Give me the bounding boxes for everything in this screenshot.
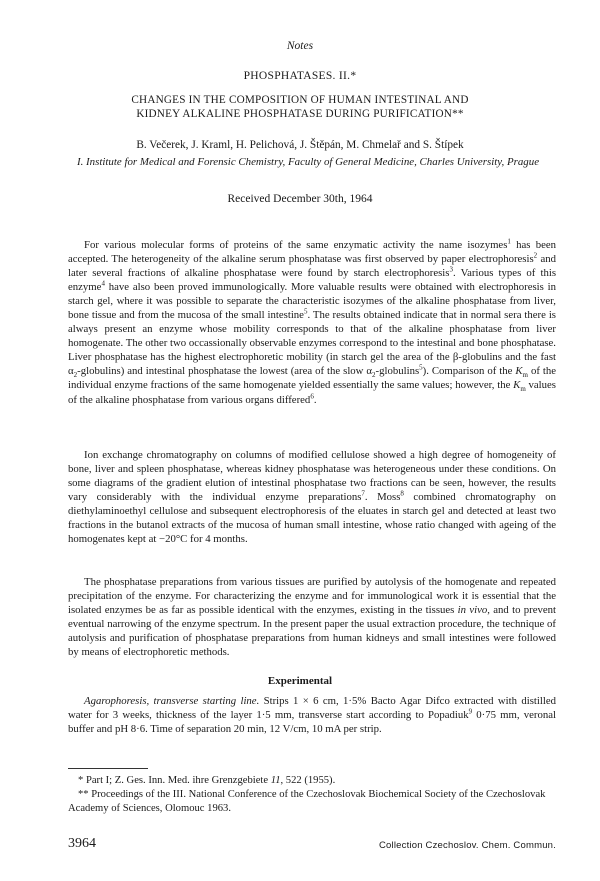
body-paragraph-1: For various molecular forms of proteins of the same enzymatic activity the name isozymes$^1$ has been accepted. The heterogeneity of the alkaline serum phosphatase was first observed by paper electrophoresis$^2$ and later several fractions of alkaline phosphatase were found by starch electrophoresis$^3$. Various types of this enzyme$^4$ have also been proved immunologically. More valuable results were obtained with electrophoresis in starch gel, where it was possible to separate the characteristic isozymes of the alkaline phosphatase from liver, bone tissue and from the mucosa of the small intestine$^5$. The results obtained indicate that in normal sera there is always present an enzyme whose mobility corresponds to that of the alkaline phosphatase from liver homogenate. The other two occassionally observable enzymes correspond to the intestinal and bone phosphatase. Liver phosphatase has the highest electrophoretic mobility (in starch gel the area of the β-globulins and the fast $\alpha_2-globulins$) and intestinal phosphatase the lowest (area of the slow $\alpha_2-globulins^5$). Comparison of the $K_m$ of the individual enzyme fractions of the same homogenate yielded essentially the same values; however, the $K_m$ values of the alkaline phosphatase from various organs differed$^6$. xyxy=(68,237,556,406)
footnote-2: ** Proceedings of the III. National Conference of the Czechoslovak Biochemical Society of the Czechoslovak Academy of Sciences, Olomouc 1963. xyxy=(68,789,546,814)
article-subtitle: CHANGES IN THE COMPOSITION OF HUMAN INTESTINAL AND KIDNEY ALKALINE PHOSPHATASE DURING PURIFICATION** xyxy=(131,94,469,120)
body-paragraph-3: The phosphatase preparations from various tissues are purified by autolysis of the homogenate and repeated precipitation of the enzyme. For characterizing the enzyme and for immunological work it is essential that the isolated enzymes be as far as possible identical with the enzymes, existing in the tissues in vivo, and to prevent eventual narrowing of the enzyme spectrum. In the present paper the usual extraction procedure, the technique of autolysis and purification of phosphatase preparations from human kidneys and small intestines were followed by means of electrophoretic methods. xyxy=(68,576,556,659)
body-paragraph-2: Ion exchange chromatography on columns of modified cellulose showed a high degree of homogeneity of bone, liver and spleen phosphatase, whereas kidney phosphatase was heterogeneous under these conditions. On some diagrams of the gradient elution of intestinal phosphatase two fractions can be seen, however, the results vary considerably with the individual enzyme preparations$^7$. Moss$^8$ combined chromatography on diethylaminoethyl cellulose and subsequent electrophoresis of the eluates in starch gel and detected at least two fractions in the butanol extracts of the mucosa of human small intestine, whose ratio changed with ageing of the homogenates kept at −20°C for 4 months. xyxy=(68,449,557,546)
section-heading-experimental: Experimental xyxy=(267,675,333,687)
running-head: Notes xyxy=(286,40,314,52)
footnote-1: * Part I; Z. Ges. Inn. Med. ihre Grenzgebiete 11, 522 (1955). xyxy=(78,775,336,786)
footnote-divider xyxy=(68,768,148,769)
article-title: PHOSPHATASES. II.* xyxy=(243,70,357,82)
author-list: B. Večerek, J. Kraml, H. Pelichová, J. Štěpán, M. Chmelař and S. Štípek xyxy=(136,139,464,151)
received-date: Received December 30th, 1964 xyxy=(227,193,373,205)
journal-name: Collection Czechoslov. Chem. Commun. xyxy=(378,840,556,851)
body-paragraph-experimental: Agarophoresis, transverse starting line. Strips 1 × 6 cm, 1·5% Bacto Agar Difco extracted with distilled water for 3 weeks, thickness of the layer 1·5 mm, transverse start according to Popadiuk$^9$ 0·75 mm, veronal buffer and pH 8·6. Time of separation 20 min, 12 V/cm, 10 mA per strip. xyxy=(68,695,556,736)
page-number: 3964 xyxy=(68,836,96,851)
affiliation: I. Institute for Medical and Forensic Chemistry, Faculty of General Medicine, Charles University, Prague xyxy=(76,156,540,168)
